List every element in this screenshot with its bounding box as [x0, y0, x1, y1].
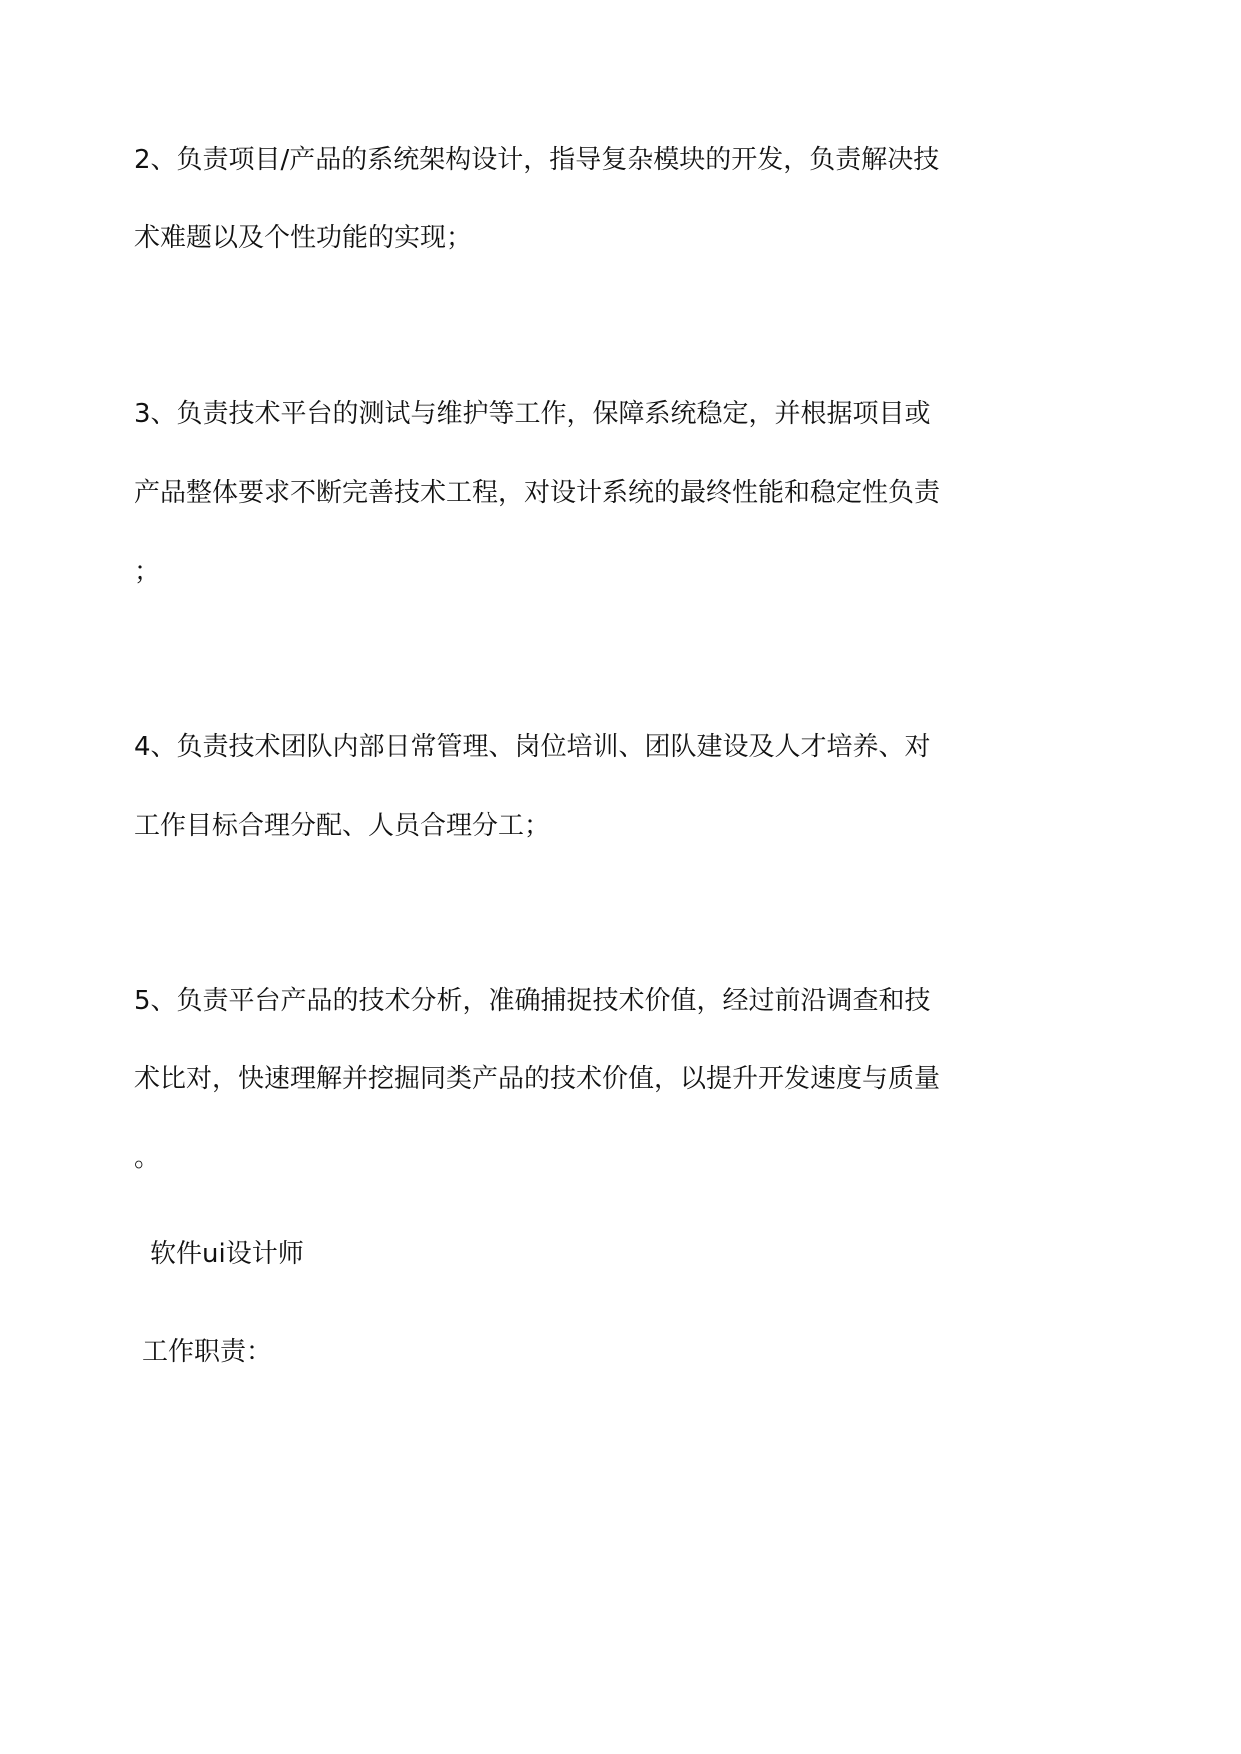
- item-2-line-2: 术难题以及个性功能的实现；: [134, 223, 473, 253]
- item-5-line-1: 5、负责平台产品的技术分析，准确捕捉技术价值，经过前沿调查和技: [134, 986, 931, 1016]
- item-5-line-3: 。: [134, 1143, 161, 1173]
- item-3-line-1: 3、负责技术平台的测试与维护等工作，保障系统稳定，并根据项目或: [134, 399, 931, 429]
- item-3-line-3: ；: [134, 557, 161, 587]
- item-3-line-2: 产品整体要求不断完善技术工程，对设计系统的最终性能和稳定性负责: [134, 478, 941, 508]
- item-4-line-1: 4、负责技术团队内部日常管理、岗位培训、团队建设及人才培养、对: [134, 732, 931, 762]
- section-title: 软件ui设计师: [150, 1239, 304, 1269]
- section-subtitle: 工作职责：: [142, 1337, 273, 1367]
- item-2-line-1: 2、负责项目/产品的系统架构设计，指导复杂模块的开发，负责解决技: [134, 145, 940, 175]
- item-5-line-2: 术比对，快速理解并挖掘同类产品的技术价值，以提升开发速度与质量: [134, 1064, 941, 1094]
- item-4-line-2: 工作目标合理分配、人员合理分工；: [134, 811, 551, 841]
